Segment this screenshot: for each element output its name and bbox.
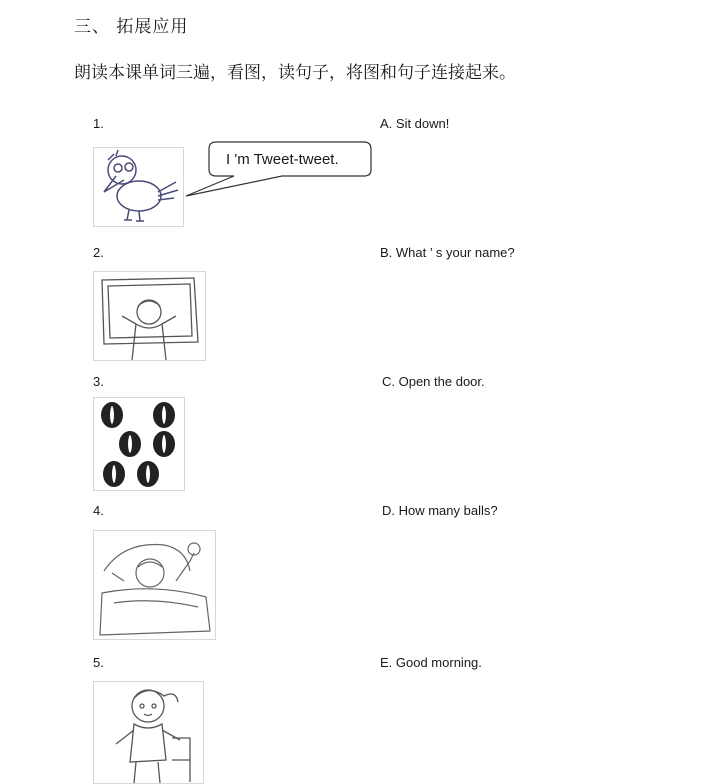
option-d: D. How many balls? — [382, 503, 498, 518]
option-a: A. Sit down! — [380, 116, 450, 131]
option-e: E. Good morning. — [380, 655, 482, 670]
instruction-text: 朗读本课单词三遍，看图，读句子，将图和句子连接起来。 — [74, 63, 516, 83]
speech-bubble — [182, 138, 374, 198]
child-in-bed-icon — [93, 530, 216, 640]
speech-text: I 'm Tweet-tweet. — [226, 151, 339, 168]
item-number-2: 2. — [93, 245, 104, 260]
option-b: B. What ’ s your name? — [380, 245, 515, 260]
item-number-1: 1. — [93, 116, 104, 131]
bird-icon — [93, 147, 184, 227]
item-number-4: 4. — [93, 503, 104, 518]
girl-sitting-icon — [93, 681, 204, 784]
balls-icon — [93, 397, 185, 491]
item-number-5: 5. — [93, 655, 104, 670]
option-c: C. Open the door. — [382, 374, 485, 389]
child-at-window-icon — [93, 271, 206, 361]
item-number-3: 3. — [93, 374, 104, 389]
section-title: 三、 拓展应用 — [74, 17, 189, 37]
